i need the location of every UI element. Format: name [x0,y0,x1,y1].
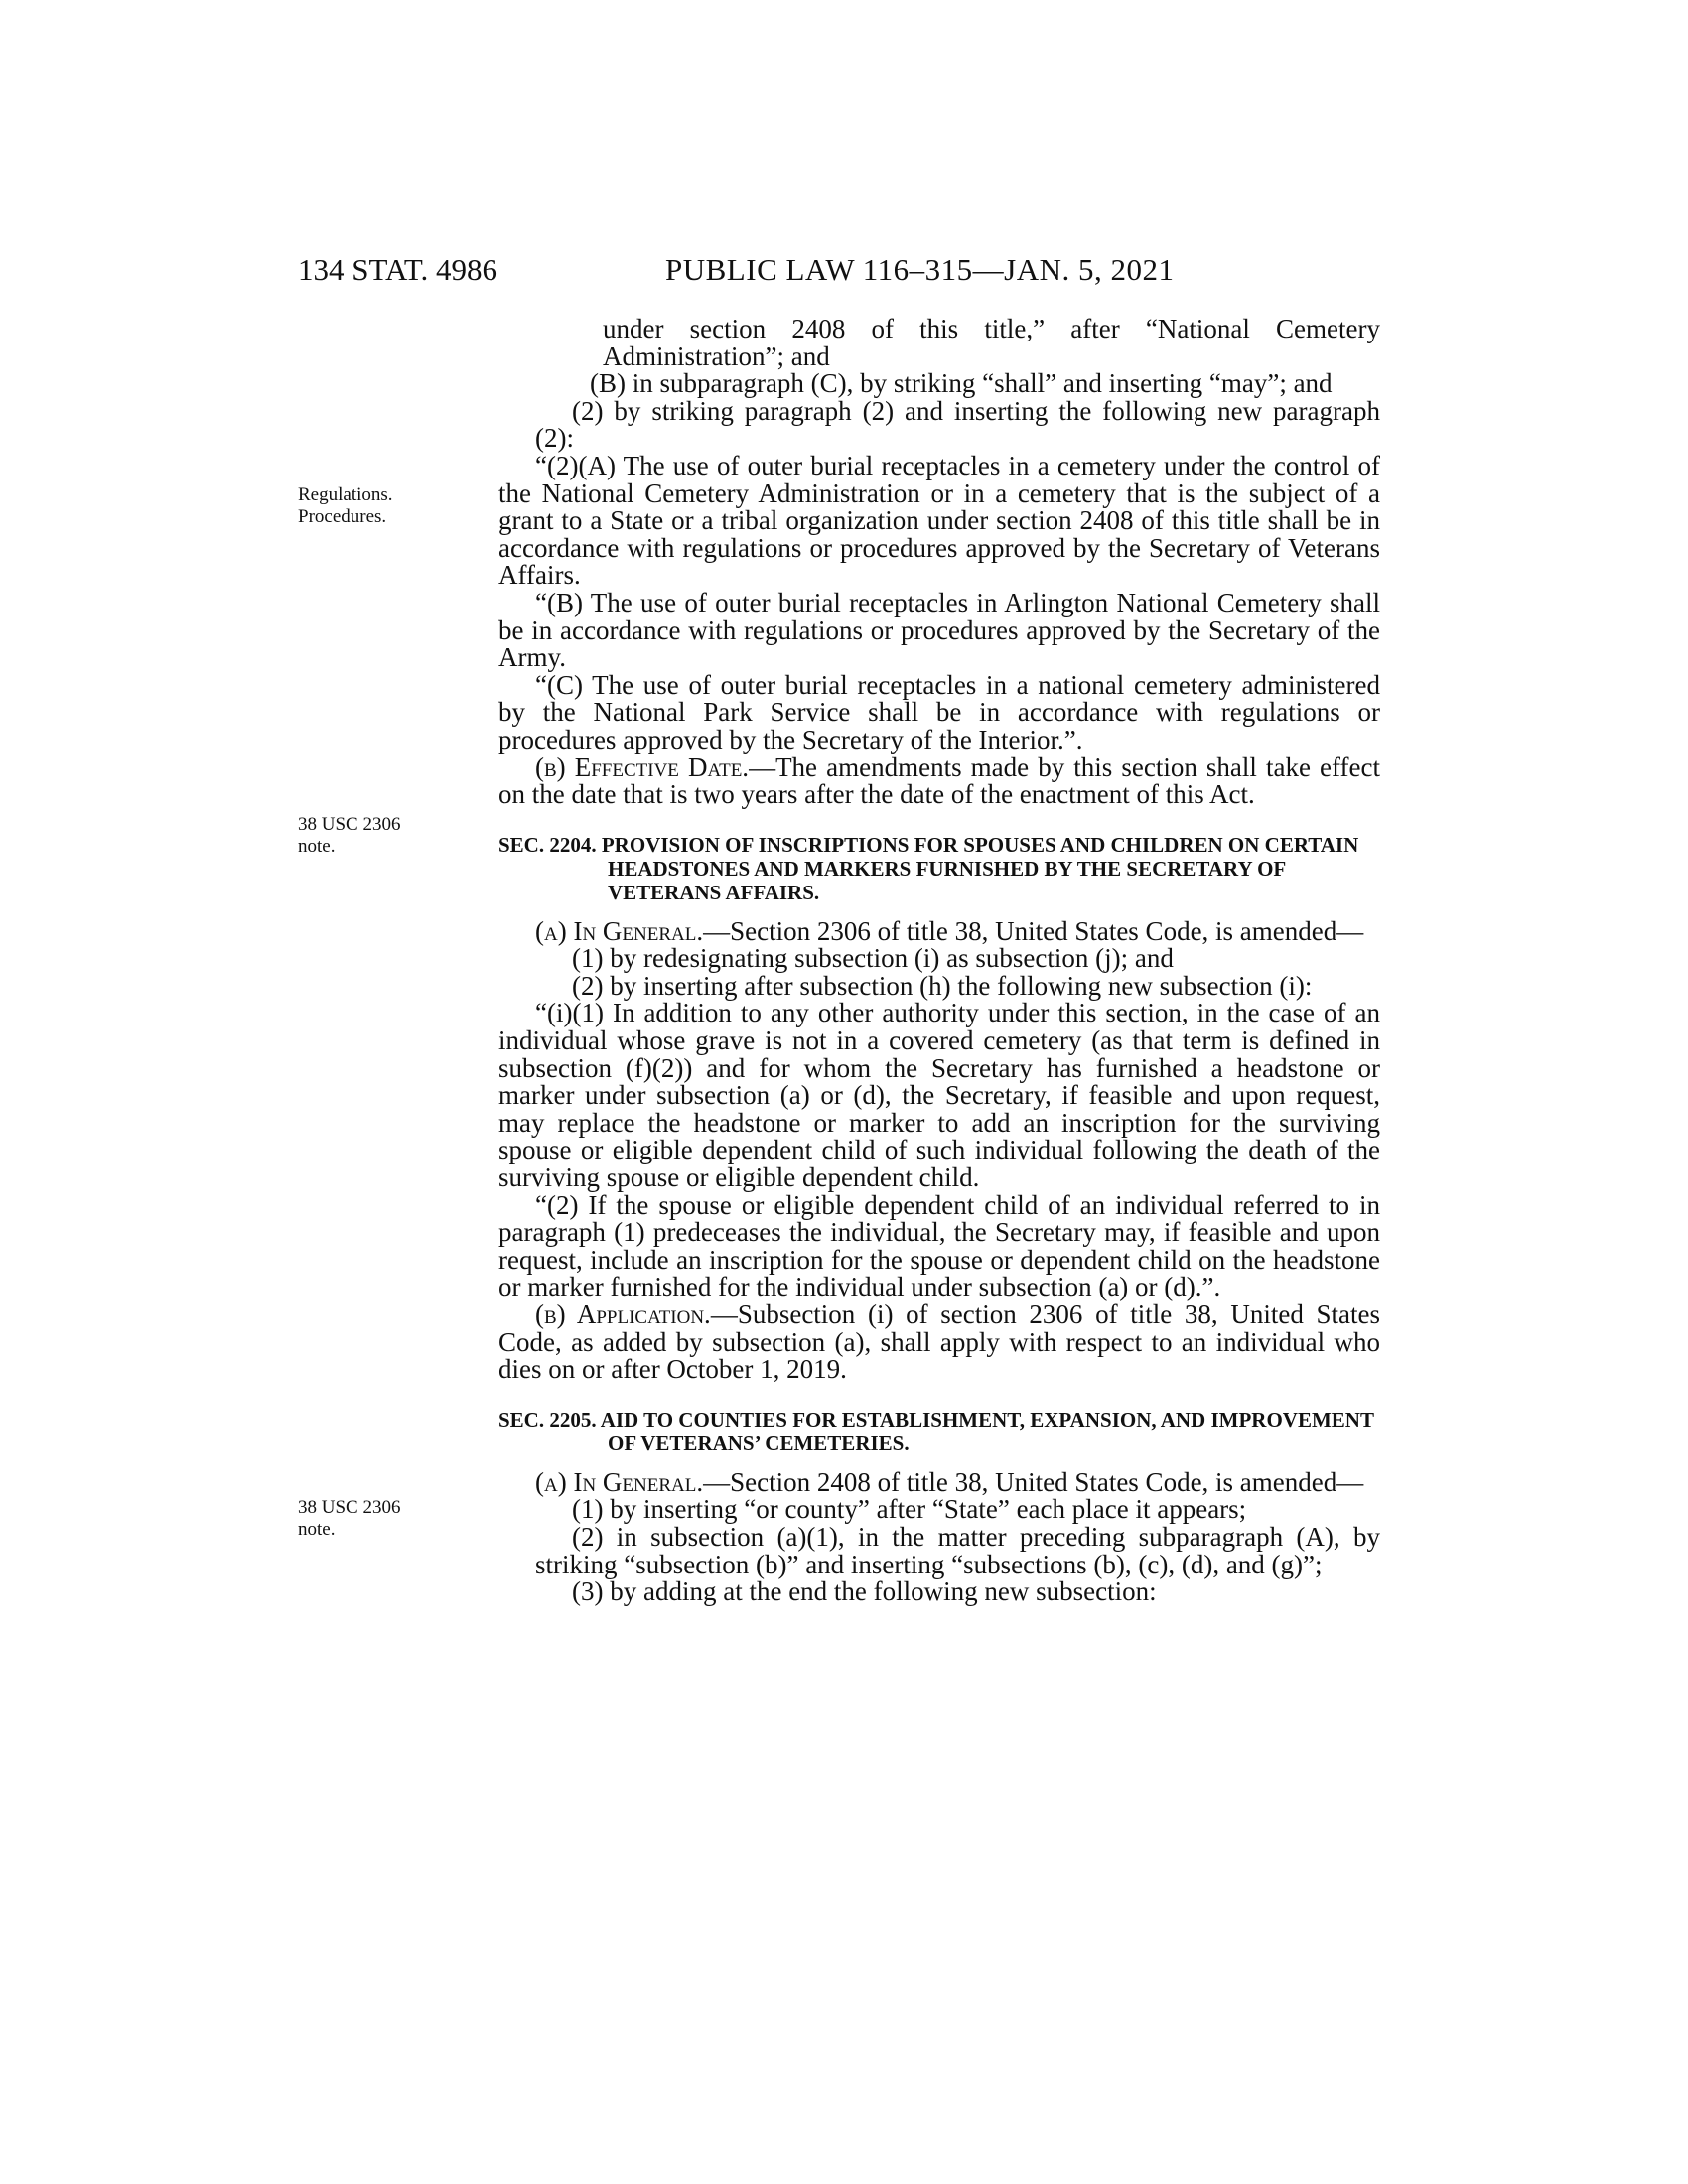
paragraph: “(B) The use of outer burial receptacles in Arlington National Cemetery shall be in accordance with regulations or procedures approved by the Secretary of the Army. [498,587,1380,673]
paragraph: (B) in subparagraph (C), by striking “shall” and inserting “may”; and [590,368,1333,399]
margin-note-line: 38 USC 2306 [298,814,401,835]
margin-note-line: note. [298,836,336,857]
subsection-heading: (b) Effective Date. [535,751,750,782]
paragraph: under section 2408 of this title,” after “National Cemetery Administration”; and [603,314,1380,371]
paragraph [498,915,1380,946]
paragraph: “(2)(A) The use of outer burial receptacles in a cemetery under the control of the National Cemetery Administration or in a cemetery that is the subject of a grant to a State or a tribal organization under section 2408 of this title shall be in accordance with regulations or procedures approved by the Secretary of Veterans Affairs. [498,450,1380,591]
paragraph-text: —Subsection (i) of section 2306 of title 38, United States Code, as added by subsection (a), shall apply with respect to an individual who dies on or after October 1, 2019. [498,1299,1380,1385]
document-body [498,316,1380,1606]
paragraph: (3) by adding at the end the following new subsection: [572,1576,1157,1607]
paragraph: (1) by inserting “or county” after “State” each place it appears; [572,1494,1247,1525]
paragraph [498,1466,1380,1497]
margin-note-regulations [298,484,437,528]
paragraph-text: —Section 2408 of title 38, United States Code, is amended— [703,1466,1364,1497]
paragraph [498,751,1380,810]
section-heading-2205: SEC. 2205. AID TO COUNTIES FOR ESTABLISHMENT, EXPANSION, AND IMPROVEMENT OF VETERANS’ CEMETERIES. [498,1407,1374,1455]
subsection-heading: (a) In General. [535,1466,704,1497]
margin-note-usc-2 [298,1497,437,1541]
law-title: PUBLIC LAW 116–315—JAN. 5, 2021 [665,252,1175,287]
paragraph: (2) in subsection (a)(1), in the matter preceding subparagraph (A), by striking “subsection (b)” and inserting “subsections (b), (c), (d), and (g)”; [535,1521,1380,1579]
section-heading-2204: SEC. 2204. PROVISION OF INSCRIPTIONS FOR SPOUSES AND CHILDREN ON CERTAIN HEADSTONES AND MARKERS FURNISHED BY THE SECRETARY OF VETERANS AFFAIRS. [498,832,1359,904]
margin-note-line: Procedures. [298,506,387,527]
paragraph-text: —Section 2306 of title 38, United States Code, is amended— [703,915,1364,946]
paragraph: (1) by redesignating subsection (i) as subsection (j); and [572,943,1174,974]
margin-note-line: 38 USC 2306 [298,1497,401,1518]
page-header [298,250,1382,290]
paragraph: “(2) If the spouse or eligible dependent child of an individual referred to in paragraph (1) predeceases the individual, the Secretary may, if feasible and upon request, include an inscription for the spouse or dependent child on the headstone or marker furnished for the individual under subsection (a) or (d).”. [498,1189,1380,1302]
paragraph: (2) by inserting after subsection (h) the following new subsection (i): [572,970,1313,1001]
subsection-heading: (a) In General. [535,915,704,946]
paragraph: “(C) The use of outer burial receptacles in a national cemetery administered by the National Park Service shall be in accordance with regulations or procedures approved by the Secretary of the Interior.”. [498,669,1380,754]
paragraph: “(i)(1) In addition to any other authority under this section, in the case of an individual whose grave is not in a covered cemetery (as that term is defined in subsection (f)(2)) and for whom the Secretary has furnished a headstone or marker under subsection (a) or (d), the Secretary, if feasible and upon request, may replace the headstone or marker to add an inscription for the surviving spouse or eligible dependent child of such individual following the death of the surviving spouse or eligible dependent child. [498,998,1380,1193]
stat-reference: 134 STAT. 4986 [298,252,498,287]
paragraph-text: —The amendments made by this section shall take effect on the date that is two years after the date of the enactment of this Act. [498,751,1380,810]
margin-note-line: Regulations. [298,484,393,505]
margin-note-line: note. [298,1519,336,1540]
margin-note-usc-1 [298,814,437,858]
paragraph [498,1301,1380,1384]
paragraph: (2) by striking paragraph (2) and inserting the following new paragraph (2): [535,395,1380,454]
subsection-heading: (b) Application. [535,1299,711,1329]
